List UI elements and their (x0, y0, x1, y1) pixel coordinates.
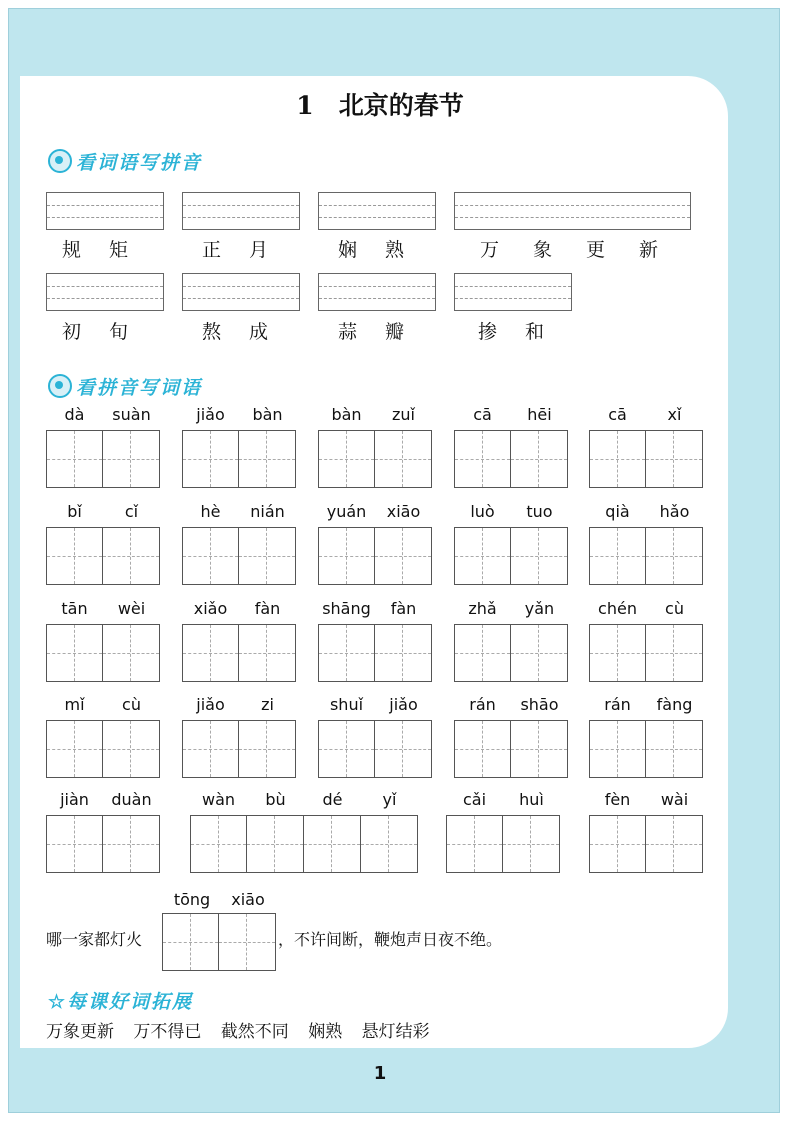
section-heading-extension (48, 987, 193, 1014)
pinyin-write-box[interactable] (318, 192, 436, 230)
pinyin-label: wèi (117, 599, 146, 618)
word-item: 万 象 更 新 (480, 239, 659, 261)
grid-cell[interactable] (46, 430, 103, 488)
pinyin-label: fèn (604, 790, 631, 809)
grid-cell[interactable] (318, 624, 375, 682)
pinyin-write-box[interactable] (182, 273, 300, 311)
pinyin-label: zhǎ (468, 599, 497, 618)
grid-cell[interactable] (46, 815, 103, 873)
grid-cell[interactable] (454, 624, 511, 682)
grid-cell[interactable] (646, 720, 703, 778)
grid-cell[interactable] (646, 527, 703, 585)
pinyin-write-box[interactable] (182, 192, 300, 230)
grid-cell[interactable] (103, 430, 160, 488)
pinyin-label: cā (608, 405, 627, 424)
pinyin-label: tān (61, 599, 88, 618)
grid-cell[interactable] (511, 720, 568, 778)
character-grid[interactable] (182, 430, 296, 488)
pinyin-label: cǎi (462, 790, 487, 809)
pinyin-label: xiāo (386, 502, 421, 521)
pinyin-label: duàn (111, 790, 152, 809)
character-grid[interactable] (589, 430, 703, 488)
pinyin-label: fàn (254, 599, 281, 618)
pinyin-label: tuo (526, 502, 553, 521)
pinyin-label: shuǐ (329, 695, 364, 714)
page-title: 1 北京的春节 (296, 91, 464, 120)
pinyin-write-box[interactable] (454, 192, 691, 230)
grid-cell[interactable] (182, 720, 239, 778)
pinyin-write-box[interactable] (454, 273, 572, 311)
panda-icon (48, 149, 72, 173)
word-item: 初 旬 (62, 321, 129, 343)
pinyin-label: cǐ (124, 502, 139, 521)
pinyin-label: cù (665, 599, 684, 618)
word-item: 熬 成 (202, 321, 269, 343)
extension-word: 娴熟 (308, 1022, 343, 1042)
grid-cell[interactable] (589, 527, 646, 585)
extension-word: 悬灯结彩 (361, 1022, 430, 1042)
character-grid[interactable] (182, 527, 296, 585)
grid-cell[interactable] (511, 624, 568, 682)
grid-cell[interactable] (589, 624, 646, 682)
character-grid[interactable] (589, 815, 703, 873)
grid-cell[interactable] (46, 720, 103, 778)
pinyin-label: huì (519, 790, 544, 809)
extension-word: 万象更新 (46, 1022, 114, 1042)
grid-cell[interactable] (247, 815, 304, 873)
grid-cell[interactable] (589, 720, 646, 778)
pinyin-write-box[interactable] (318, 273, 436, 311)
grid-cell[interactable] (646, 430, 703, 488)
pinyin-label: yǎn (524, 599, 555, 618)
pinyin-label: dé (322, 790, 343, 809)
pinyin-label: qià (605, 502, 630, 521)
sentence-before: 哪一家都灯火 (46, 930, 143, 949)
pinyin-label: jiǎo (196, 695, 225, 714)
pinyin-label: mǐ (64, 695, 85, 714)
word-item: 蒜 瓣 (338, 321, 405, 343)
grid-cell[interactable] (446, 815, 503, 873)
word-item: 娴 熟 (338, 239, 405, 261)
grid-cell[interactable] (239, 430, 296, 488)
character-grid[interactable] (190, 815, 418, 873)
character-grid[interactable] (589, 624, 703, 682)
pinyin-label: cā (473, 405, 492, 424)
grid-cell[interactable] (219, 913, 276, 971)
grid-cell[interactable] (103, 720, 160, 778)
section-heading-text: 看词语写拼音 (76, 152, 203, 174)
character-grid[interactable] (318, 527, 432, 585)
pinyin-label: fàn (390, 599, 417, 618)
grid-cell[interactable] (239, 527, 296, 585)
panda-icon (48, 374, 72, 398)
grid-cell[interactable] (454, 527, 511, 585)
pinyin-label: xiǎo (193, 599, 228, 618)
grid-cell[interactable] (454, 720, 511, 778)
grid-cell[interactable] (162, 913, 219, 971)
section-heading-characters (48, 373, 202, 400)
grid-cell[interactable] (190, 815, 247, 873)
word-item: 正 月 (202, 239, 269, 261)
grid-cell[interactable] (239, 720, 296, 778)
pinyin-label: nián (250, 502, 285, 521)
grid-cell[interactable] (646, 815, 703, 873)
character-grid[interactable] (318, 720, 432, 778)
character-grid[interactable] (46, 815, 160, 873)
section-heading-pinyin (48, 148, 202, 175)
pinyin-label: xǐ (667, 405, 682, 424)
pinyin-label: fàng (656, 695, 693, 714)
character-grid[interactable] (46, 624, 160, 682)
grid-cell[interactable] (182, 430, 239, 488)
pinyin-label: hè (200, 502, 221, 521)
page-number: 1 (373, 1063, 387, 1084)
character-grid[interactable] (46, 720, 160, 778)
grid-cell[interactable] (589, 430, 646, 488)
pinyin-label: rán (469, 695, 496, 714)
section-heading-text: 每课好词拓展 (67, 991, 194, 1013)
character-grid[interactable] (446, 815, 560, 873)
grid-cell[interactable] (318, 430, 375, 488)
grid-cell[interactable] (375, 720, 432, 778)
grid-cell[interactable] (46, 527, 103, 585)
grid-cell[interactable] (304, 815, 361, 873)
character-grid[interactable] (454, 430, 568, 488)
pinyin-label: bàn (331, 405, 362, 424)
pinyin-label: jiǎo (196, 405, 225, 424)
pinyin-label: yuán (326, 502, 367, 521)
grid-cell[interactable] (361, 815, 418, 873)
grid-cell[interactable] (454, 430, 511, 488)
pinyin-label: xiāo (231, 890, 265, 909)
pinyin-label: wài (660, 790, 689, 809)
character-grid[interactable] (454, 624, 568, 682)
pinyin-label: cù (122, 695, 141, 714)
pinyin-label: luò (470, 502, 495, 521)
grid-cell[interactable] (646, 624, 703, 682)
character-grid[interactable] (318, 430, 432, 488)
pinyin-label: wàn (201, 790, 236, 809)
pinyin-label: jiàn (60, 790, 89, 809)
pinyin-label: chén (598, 599, 637, 618)
extension-word: 截然不同 (220, 1022, 289, 1042)
grid-cell[interactable] (239, 624, 296, 682)
pinyin-write-box[interactable] (46, 273, 164, 311)
character-grid[interactable] (454, 527, 568, 585)
star-icon: ☆ (48, 991, 68, 1013)
character-grid[interactable] (162, 913, 276, 971)
pinyin-label: yǐ (382, 790, 397, 809)
extension-word: 万不得已 (133, 1022, 202, 1042)
pinyin-label: hēi (527, 405, 552, 424)
grid-cell[interactable] (511, 527, 568, 585)
pinyin-label: rán (604, 695, 631, 714)
grid-cell[interactable] (511, 430, 568, 488)
character-grid[interactable] (589, 527, 703, 585)
pinyin-label: shāo (520, 695, 559, 714)
character-grid[interactable] (454, 720, 568, 778)
grid-cell[interactable] (375, 430, 432, 488)
grid-cell[interactable] (182, 624, 239, 682)
grid-cell[interactable] (375, 624, 432, 682)
pinyin-label: jiǎo (389, 695, 418, 714)
pinyin-label: zuǐ (392, 405, 415, 424)
grid-cell[interactable] (318, 527, 375, 585)
pinyin-label: tōng (173, 890, 211, 909)
character-grid[interactable] (182, 720, 296, 778)
section-heading-text: 看拼音写词语 (76, 377, 203, 399)
grid-cell[interactable] (46, 624, 103, 682)
grid-cell[interactable] (103, 815, 160, 873)
pinyin-label: suàn (112, 405, 151, 424)
pinyin-write-box[interactable] (46, 192, 164, 230)
character-grid[interactable] (589, 720, 703, 778)
grid-cell[interactable] (103, 624, 160, 682)
pinyin-label: zi (261, 695, 274, 714)
character-grid[interactable] (182, 624, 296, 682)
grid-cell[interactable] (182, 527, 239, 585)
word-item: 掺 和 (478, 321, 545, 343)
sentence-after: ，不许间断，鞭炮声日夜不绝。 (278, 930, 503, 949)
character-grid[interactable] (46, 527, 160, 585)
grid-cell[interactable] (503, 815, 560, 873)
grid-cell[interactable] (318, 720, 375, 778)
extension-words (46, 1017, 444, 1042)
grid-cell[interactable] (589, 815, 646, 873)
word-item: 规 矩 (62, 239, 129, 261)
character-grid[interactable] (46, 430, 160, 488)
pinyin-label: bù (265, 790, 286, 809)
pinyin-label: shāng (322, 599, 371, 618)
grid-cell[interactable] (103, 527, 160, 585)
pinyin-label: bàn (252, 405, 283, 424)
character-grid[interactable] (318, 624, 432, 682)
pinyin-label: bǐ (67, 502, 82, 521)
grid-cell[interactable] (375, 527, 432, 585)
pinyin-label: dà (64, 405, 85, 424)
pinyin-label: hǎo (659, 502, 690, 521)
